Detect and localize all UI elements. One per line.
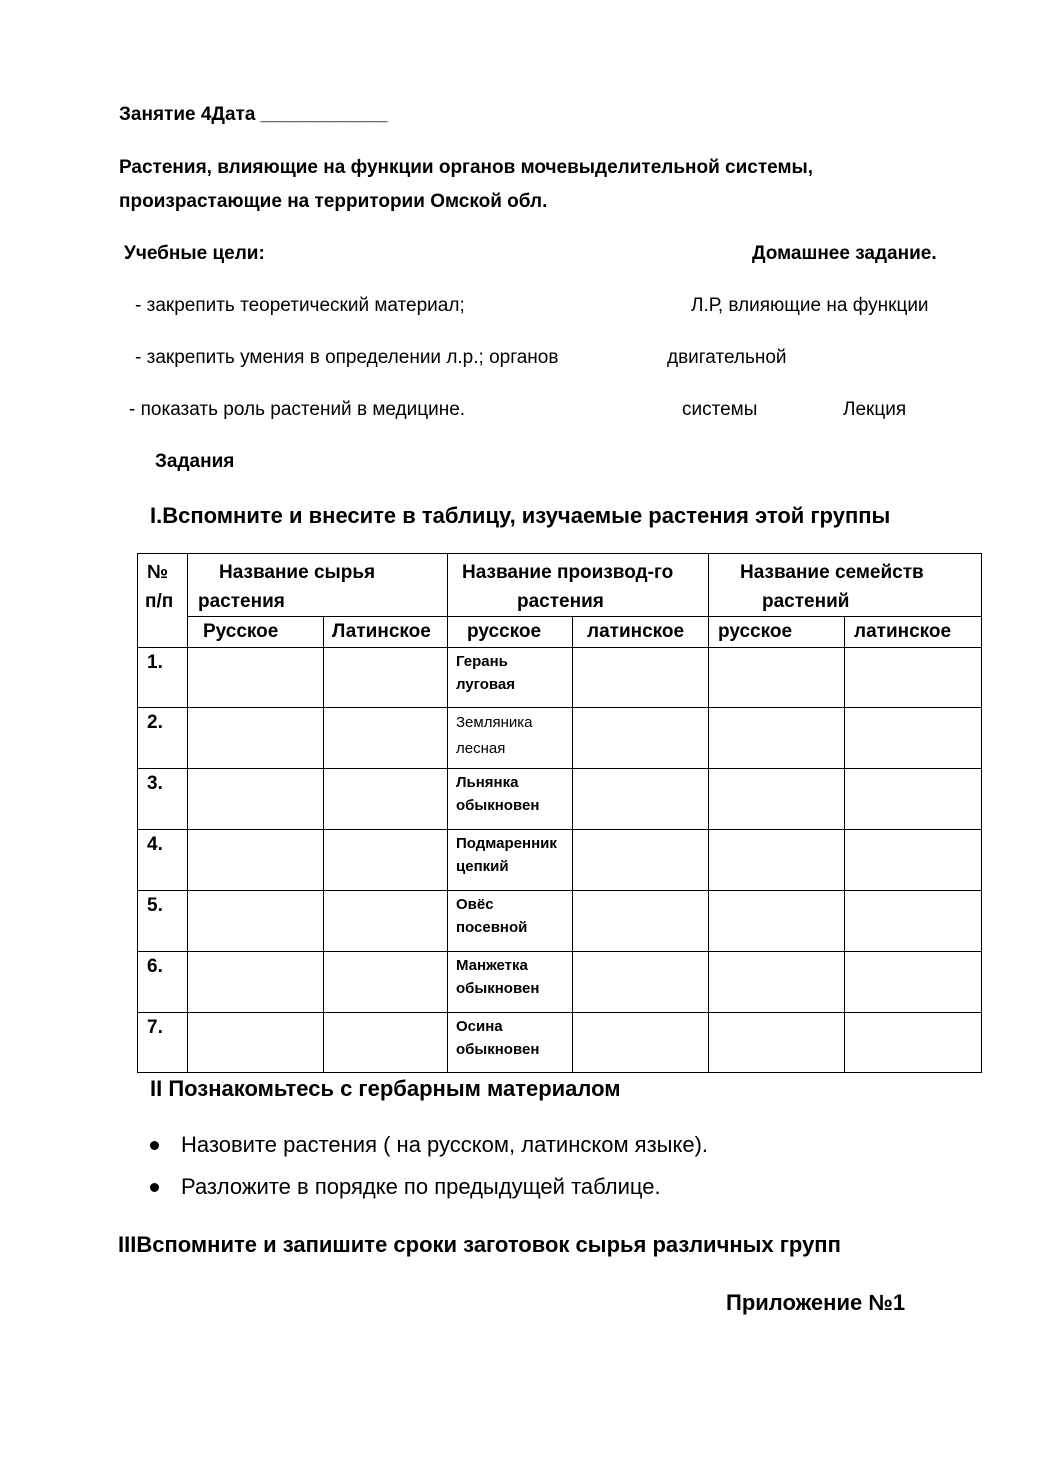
cell-plant-latin[interactable]	[573, 648, 709, 708]
header-fam-line2: растений	[762, 591, 850, 612]
cell-raw-russian[interactable]	[188, 830, 324, 891]
cell-family-latin[interactable]	[845, 830, 982, 891]
cell-raw-latin[interactable]	[324, 769, 448, 830]
header-num	[138, 554, 188, 648]
cell-family-russian[interactable]	[709, 648, 845, 708]
plant-name-line1: Овёс	[456, 896, 494, 913]
subheader-russian-2: русское	[448, 617, 573, 648]
cell-plant-name	[448, 830, 573, 891]
goals-title: Учебные цели:	[124, 243, 265, 264]
tasks-title: Задания	[155, 451, 235, 472]
row-number: 4.	[138, 830, 188, 891]
plants-table	[137, 553, 982, 1073]
table-row	[138, 952, 982, 1013]
topic-line-1: Растения, влияющие на функции органов мочевыделительной системы,	[119, 157, 814, 178]
header-num-line1: №	[147, 562, 169, 583]
bullet-item-1: Назовите растения ( на русском, латинском языке).	[181, 1132, 709, 1157]
row-number: 5.	[138, 891, 188, 952]
plant-name-line2: лесная	[456, 740, 506, 757]
table-row	[138, 769, 982, 830]
cell-plant-name	[448, 769, 573, 830]
cell-family-russian[interactable]	[709, 769, 845, 830]
cell-raw-latin[interactable]	[324, 648, 448, 708]
cell-plant-latin[interactable]	[573, 830, 709, 891]
plant-name-line1: Подмаренник	[456, 835, 557, 852]
header-num-line2: п/п	[145, 591, 174, 612]
bullet-dot-icon	[150, 1141, 159, 1150]
table-row	[138, 830, 982, 891]
cell-plant-name	[448, 708, 573, 769]
table-row	[138, 1013, 982, 1073]
row-number: 6.	[138, 952, 188, 1013]
section-1-title: I.Вспомните и внесите в таблицу, изучаемые растения этой группы	[150, 503, 891, 528]
cell-family-russian[interactable]	[709, 891, 845, 952]
topic-line-2: произрастающие на территории Омской обл.	[119, 191, 548, 212]
cell-raw-russian[interactable]	[188, 648, 324, 708]
table-subheader-row	[138, 617, 982, 648]
cell-family-russian[interactable]	[709, 1013, 845, 1073]
plant-name-line1: Льнянка	[456, 774, 519, 791]
cell-raw-latin[interactable]	[324, 891, 448, 952]
plant-name-line2: посевной	[456, 919, 528, 936]
plant-name-line1: Земляника	[456, 714, 533, 731]
cell-family-russian[interactable]	[709, 952, 845, 1013]
cell-plant-name	[448, 648, 573, 708]
row-number: 7.	[138, 1013, 188, 1073]
goal-item-1: - закрепить теоретический материал;	[135, 295, 465, 316]
homework-line-3a: системы	[682, 399, 758, 420]
table-row	[138, 648, 982, 708]
plant-name-line1: Осина	[456, 1018, 503, 1035]
plant-name-line2: обыкновен	[456, 980, 540, 997]
homework-line-1: Л.Р, влияющие на функции	[691, 295, 929, 316]
appendix-label: Приложение №1	[726, 1290, 906, 1315]
bullet-item-2: Разложите в порядке по предыдущей таблице.	[181, 1174, 661, 1199]
cell-plant-name	[448, 952, 573, 1013]
cell-plant-name	[448, 1013, 573, 1073]
homework-line-2: двигательной	[667, 347, 787, 368]
cell-raw-latin[interactable]	[324, 1013, 448, 1073]
cell-raw-russian[interactable]	[188, 769, 324, 830]
header-family	[709, 554, 982, 617]
cell-raw-russian[interactable]	[188, 708, 324, 769]
cell-raw-russian[interactable]	[188, 891, 324, 952]
plant-name-line1: Манжетка	[456, 957, 528, 974]
bullet-dot-icon	[150, 1183, 159, 1192]
subheader-russian-1: Русское	[188, 617, 324, 648]
cell-family-latin[interactable]	[845, 1013, 982, 1073]
header-prod-line2: растения	[517, 591, 604, 612]
lesson-date-line: Занятие 4Дата ____________	[119, 104, 388, 125]
table-header-row	[138, 554, 982, 617]
header-prod-line1: Название производ-го	[462, 562, 674, 583]
section-3-title: IIIВспомните и запишите сроки заготовок сырья различных групп	[118, 1232, 841, 1257]
subheader-russian-3: русское	[709, 617, 845, 648]
cell-family-latin[interactable]	[845, 891, 982, 952]
plant-name-line1: Герань	[456, 653, 508, 670]
table-row	[138, 708, 982, 769]
subheader-latin-2: латинское	[573, 617, 709, 648]
cell-raw-russian[interactable]	[188, 1013, 324, 1073]
header-raw-line1: Название сырья	[219, 562, 376, 583]
header-producing-plant	[448, 554, 709, 617]
row-number: 3.	[138, 769, 188, 830]
cell-plant-latin[interactable]	[573, 769, 709, 830]
cell-raw-latin[interactable]	[324, 708, 448, 769]
cell-raw-latin[interactable]	[324, 830, 448, 891]
cell-family-latin[interactable]	[845, 769, 982, 830]
cell-raw-latin[interactable]	[324, 952, 448, 1013]
header-raw-material	[188, 554, 448, 617]
homework-line-3b: Лекция	[843, 399, 907, 420]
plant-name-line2: цепкий	[456, 858, 509, 875]
cell-plant-latin[interactable]	[573, 708, 709, 769]
cell-plant-latin[interactable]	[573, 952, 709, 1013]
subheader-latin-1: Латинское	[324, 617, 448, 648]
goal-item-2: - закрепить умения в определении л.р.; органов	[135, 347, 559, 368]
homework-title: Домашнее задание.	[752, 243, 937, 264]
goal-item-3: - показать роль растений в медицине.	[129, 399, 466, 420]
cell-plant-latin[interactable]	[573, 1013, 709, 1073]
table-row	[138, 891, 982, 952]
cell-family-latin[interactable]	[845, 952, 982, 1013]
cell-plant-name	[448, 891, 573, 952]
section-2-title: II Познакомьтесь с гербарным материалом	[150, 1076, 621, 1101]
cell-family-russian[interactable]	[709, 708, 845, 769]
cell-family-latin[interactable]	[845, 648, 982, 708]
header-raw-line2: растения	[198, 591, 285, 612]
row-number: 1.	[138, 648, 188, 708]
cell-raw-russian[interactable]	[188, 952, 324, 1013]
plant-name-line2: обыкновен	[456, 797, 540, 814]
cell-family-latin[interactable]	[845, 708, 982, 769]
cell-family-russian[interactable]	[709, 830, 845, 891]
plant-name-line2: луговая	[456, 676, 516, 693]
row-number: 2.	[138, 708, 188, 769]
plant-name-line2: обыкновен	[456, 1041, 540, 1058]
cell-plant-latin[interactable]	[573, 891, 709, 952]
subheader-latin-3: латинское	[845, 617, 982, 648]
header-fam-line1: Название семейств	[740, 562, 924, 583]
